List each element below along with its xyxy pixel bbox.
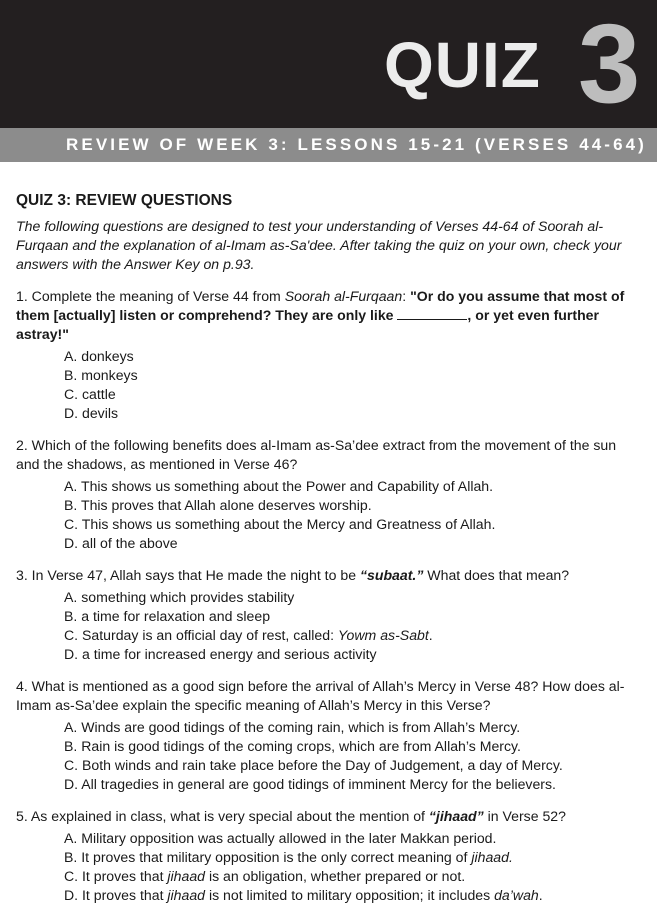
question-1 [16,287,628,423]
option-text-mid: is not limited to military opposition; it includes [205,887,495,903]
option-text: C. It proves that [64,868,168,884]
option: C. cattle [64,386,116,402]
quiz-number: 3 [578,1,641,126]
option-text: C. Saturday is an official day of rest, called: [64,627,338,643]
option: A. Military opposition was actually allowed in the later Makkan period. [64,830,497,846]
q3-term: “subaat.” [359,567,424,583]
question-3-stem [16,566,628,585]
option: B. a time for relaxation and sleep [64,608,271,624]
quiz-title: QUIZ [384,29,541,101]
option: A. something which provides stability [64,589,295,605]
option: D. All tragedies in general are good tidings of imminent Mercy for the believers. [64,776,556,792]
option-text: B. It proves that military opposition is the only correct meaning of [64,849,472,865]
question-3 [16,566,628,664]
question-5-options [16,829,628,905]
q5-text-end: in Verse 52? [483,808,566,824]
question-1-options [16,347,628,423]
option-term: jihaad [167,868,206,884]
option-term: Yowm as-Sabt [337,627,429,643]
q1-surah: Soorah al-Furqaan [284,288,403,304]
option: A. This shows us something about the Power and Capability of Allah. [64,478,494,494]
option [64,626,628,645]
q1-verse-quote-end: , or yet even further astray!" [16,307,600,342]
option: B. This proves that Allah alone deserves worship. [64,497,372,513]
question-1-stem [16,287,628,344]
option-term: jihaad [167,887,206,903]
option-text-end: is an obligation, whether prepared or not. [205,868,466,884]
intro-paragraph: The following questions are designed to test your understanding of Verses 44-64 of Soorah al-Furqaan and the explanation of al-Imam as-Sa'dee. After taking the quiz on your own, check your answers with the Answer Key on p.93. [16,218,622,272]
option [64,867,628,886]
q1-colon: : [402,288,411,304]
q3-text: 3. In Verse 47, Allah says that He made the night to be [16,567,360,583]
quiz-banner [0,0,657,128]
quiz-content [0,191,628,905]
question-4 [16,677,628,794]
option: D. devils [64,405,119,421]
option: D. a time for increased energy and serious activity [64,646,377,662]
question-2 [16,436,628,553]
option: D. all of the above [64,535,178,551]
option [64,886,628,905]
option-text-end: . [428,627,433,643]
option-text-end: . [538,887,543,903]
option [64,848,628,867]
q1-verse-quote: "Or do you assume that most of them [actually] listen or comprehend? They are only like [16,288,625,323]
answer-blank [397,307,467,320]
question-3-options [16,588,628,664]
question-2-options [16,477,628,553]
option: B. Rain is good tidings of the coming crops, which are from Allah’s Mercy. [64,738,521,754]
q1-text: 1. Complete the meaning of Verse 44 from [16,288,285,304]
option-term: da’wah [494,887,539,903]
option: C. This shows us something about the Mercy and Greatness of Allah. [64,516,496,532]
week-subtitle: REVIEW OF WEEK 3: LESSONS 15-21 (VERSES 44-64) [0,128,657,162]
option-text: D. It proves that [64,887,168,903]
section-title: QUIZ 3: REVIEW QUESTIONS [16,192,233,209]
q5-text: 5. As explained in class, what is very special about the mention of [16,808,429,824]
option: A. donkeys [64,348,134,364]
option: C. Both winds and rain take place before the Day of Judgement, a day of Mercy. [64,757,563,773]
q3-text-end: What does that mean? [423,567,570,583]
question-4-options [16,718,628,794]
q5-term: “jihaad” [428,808,484,824]
option: B. monkeys [64,367,138,383]
option: A. Winds are good tidings of the coming rain, which is from Allah’s Mercy. [64,719,521,735]
question-2-stem: 2. Which of the following benefits does al-Imam as-Sa’dee extract from the movement of the sun and the shadows, as mentioned in Verse 46? [16,437,617,472]
option-term: jihaad. [471,849,513,865]
question-5 [16,807,628,905]
question-5-stem [16,807,628,826]
question-4-stem: 4. What is mentioned as a good sign before the arrival of Allah’s Mercy in Verse 48? How does al-Imam as-Sa’dee explain the specific meaning of Allah’s Mercy in this Verse? [16,678,625,713]
